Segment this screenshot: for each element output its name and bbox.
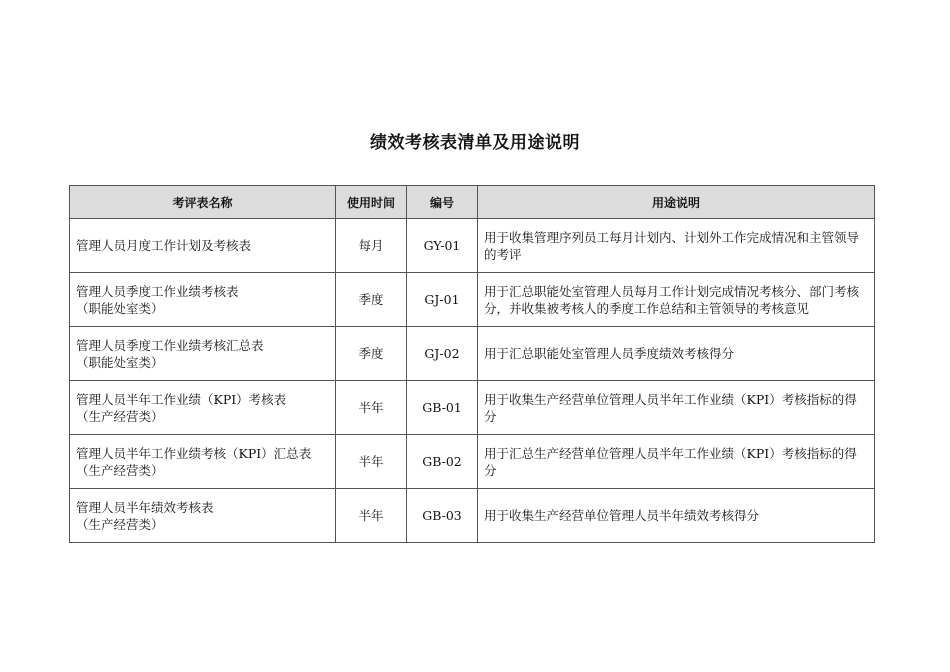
form-name: 管理人员季度工作业绩考核汇总表 — [76, 337, 264, 353]
table-row — [70, 435, 875, 489]
form-purpose: 用于收集生产经营单位管理人员半年绩效考核得分 — [478, 489, 875, 543]
form-purpose: 用于汇总生产经营单位管理人员半年工作业绩（KPI）考核指标的得分 — [478, 435, 875, 489]
form-name: 管理人员半年工作业绩（KPI）考核表 — [76, 391, 287, 407]
table-row — [70, 327, 875, 381]
form-purpose: 用于汇总职能处室管理人员季度绩效考核得分 — [478, 327, 875, 381]
form-code: GY-01 — [407, 219, 478, 273]
form-purpose: 用于收集管理序列员工每月计划内、计划外工作完成情况和主管领导的考评 — [478, 219, 875, 273]
form-name: 管理人员半年绩效考核表 — [76, 499, 214, 515]
header-form-name: 考评表名称 — [70, 186, 336, 219]
header-purpose: 用途说明 — [478, 186, 875, 219]
form-name-cell — [70, 435, 336, 489]
table-row — [70, 273, 875, 327]
form-purpose: 用于收集生产经营单位管理人员半年工作业绩（KPI）考核指标的得分 — [478, 381, 875, 435]
form-code: GJ-01 — [407, 273, 478, 327]
form-category: （生产经营类） — [76, 462, 164, 478]
form-code: GJ-02 — [407, 327, 478, 381]
usage-time: 季度 — [336, 327, 407, 381]
form-code: GB-03 — [407, 489, 478, 543]
table-row — [70, 381, 875, 435]
form-name: 管理人员月度工作计划及考核表 — [76, 238, 252, 253]
form-code: GB-02 — [407, 435, 478, 489]
table-row — [70, 219, 875, 273]
usage-time: 半年 — [336, 435, 407, 489]
form-code: GB-01 — [407, 381, 478, 435]
document-title: 绩效考核表清单及用途说明 — [370, 133, 580, 153]
form-name-cell — [70, 489, 336, 543]
form-name: 管理人员季度工作业绩考核表 — [76, 283, 239, 299]
header-usage-time: 使用时间 — [336, 186, 407, 219]
table-header-row — [70, 186, 875, 219]
form-purpose: 用于汇总职能处室管理人员每月工作计划完成情况考核分、部门考核分，并收集被考核人的季度工作总结和主管领导的考核意见 — [478, 273, 875, 327]
form-name: 管理人员半年工作业绩考核（KPI）汇总表 — [76, 445, 312, 461]
form-category: （职能处室类） — [76, 354, 164, 370]
usage-time: 每月 — [336, 219, 407, 273]
form-category: （生产经营类） — [76, 408, 164, 424]
form-name-cell — [70, 273, 336, 327]
header-code: 编号 — [407, 186, 478, 219]
form-name-cell — [70, 219, 336, 273]
form-name-cell — [70, 381, 336, 435]
form-name-cell — [70, 327, 336, 381]
usage-time: 季度 — [336, 273, 407, 327]
table-row — [70, 489, 875, 543]
form-category: （生产经营类） — [76, 516, 164, 532]
usage-time: 半年 — [336, 489, 407, 543]
usage-time: 半年 — [336, 381, 407, 435]
form-category: （职能处室类） — [76, 300, 164, 316]
assessment-forms-table — [69, 185, 875, 543]
